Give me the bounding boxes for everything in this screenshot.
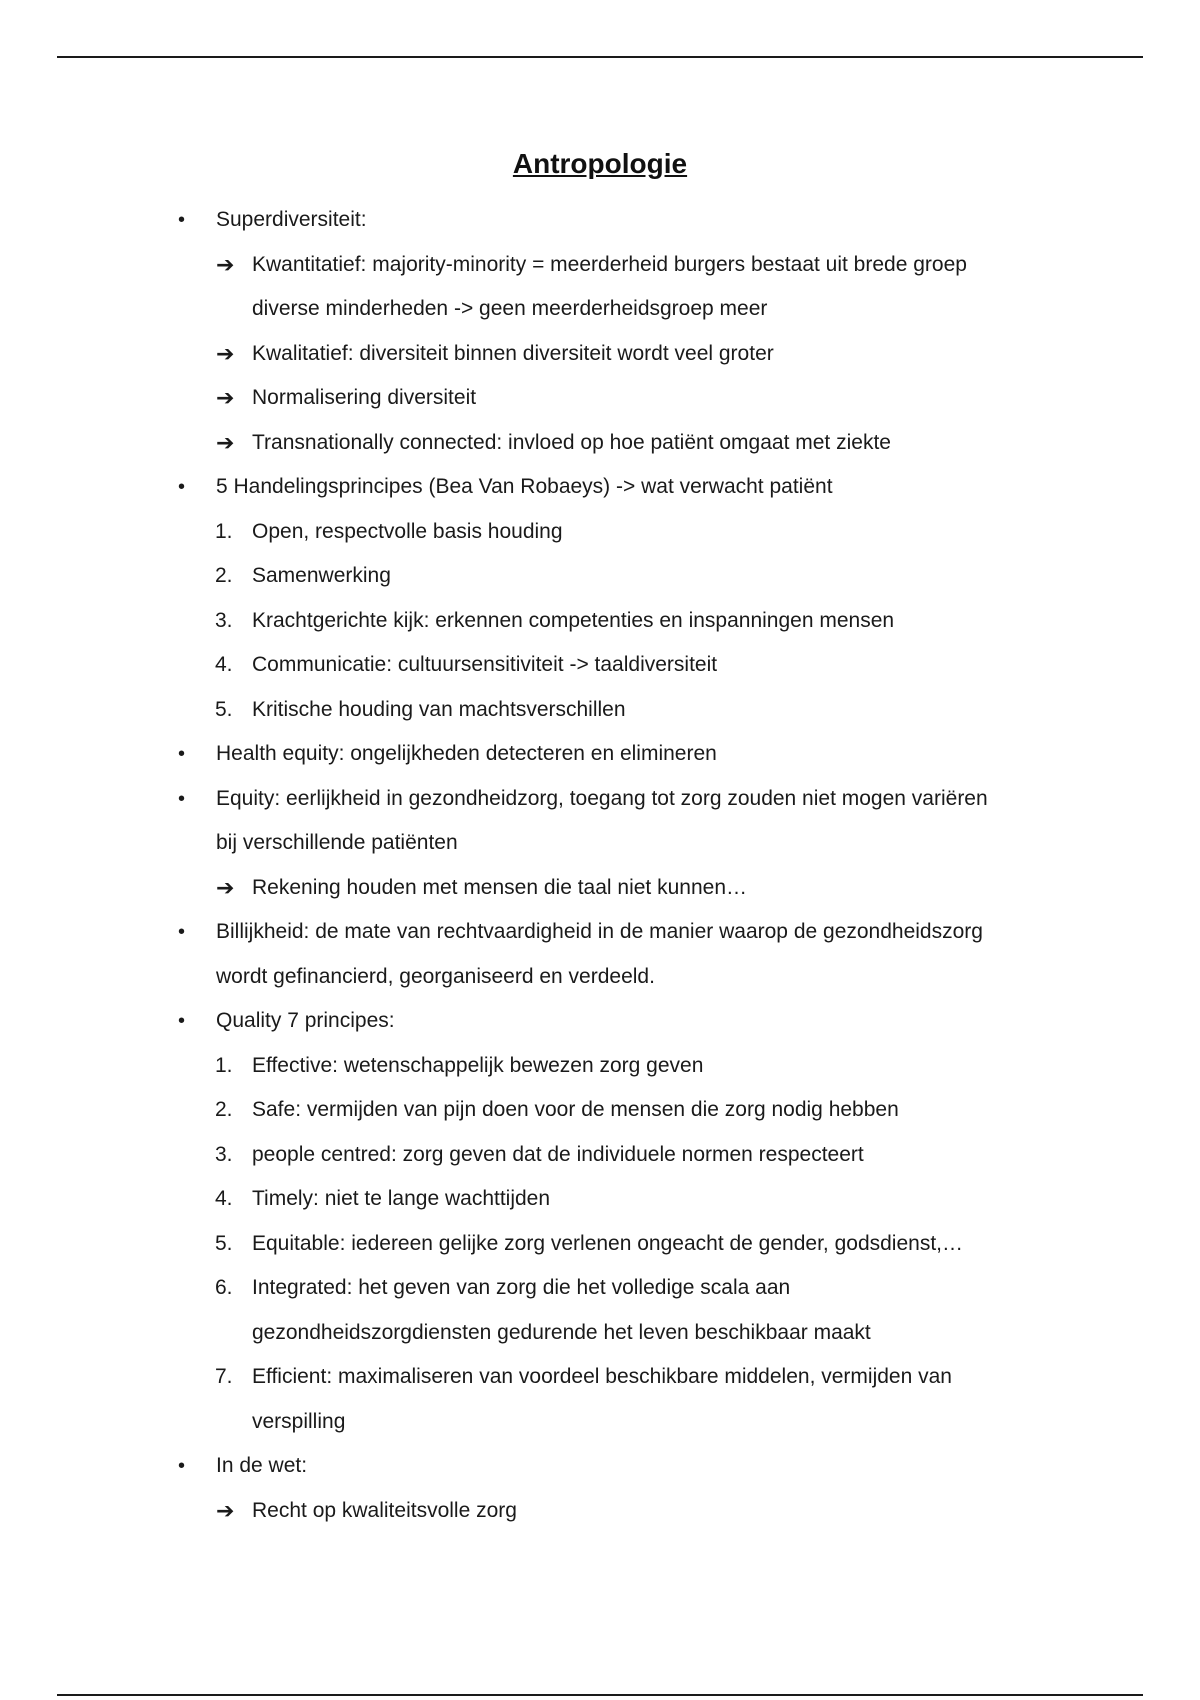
- bullet-item: [0, 777, 1200, 822]
- item-number: 3.: [215, 608, 233, 632]
- item-text: Integrated: het geven van zorg die het volledige scala aan: [252, 1276, 791, 1299]
- bullet-item: [0, 465, 1200, 510]
- continuation-line: [0, 287, 1200, 332]
- arrow-item: [0, 243, 1200, 288]
- item-text: Kwantitatief: majority-minority = meerderheid burgers bestaat uit brede groep: [252, 252, 967, 276]
- item-number: 5.: [215, 697, 233, 721]
- document-body: [0, 198, 1200, 1533]
- numbered-item: [0, 1266, 1200, 1311]
- item-text: people centred: zorg geven dat de individuele normen respecteert: [252, 1142, 864, 1166]
- numbered-item: [0, 1222, 1200, 1267]
- item-number: 7.: [215, 1365, 233, 1388]
- header-rule: [57, 56, 1143, 58]
- item-text: Recht op kwaliteitsvolle zorg: [252, 1498, 517, 1522]
- numbered-item: [0, 1088, 1200, 1133]
- bullet-marker: •: [178, 1455, 186, 1477]
- bullet-marker: •: [178, 743, 186, 765]
- page-title: Antropologie: [512, 148, 688, 179]
- item-number: 3.: [215, 1142, 233, 1166]
- item-text: Samenwerking: [252, 564, 391, 587]
- item-text: Timely: niet te lange wachttijden: [252, 1187, 551, 1210]
- arrow-right-icon: ➔: [216, 340, 235, 366]
- item-text: bij verschillende patiënten: [216, 831, 458, 854]
- item-text: Equity: eerlijkheid in gezondheidzorg, toegang tot zorg zouden niet mogen variëren: [216, 786, 988, 810]
- item-text: wordt gefinancierd, georganiseerd en verdeeld.: [216, 964, 655, 988]
- item-number: 2.: [215, 1098, 233, 1121]
- continuation-line: [0, 821, 1200, 866]
- continuation-line: [0, 1311, 1200, 1356]
- item-text: Quality 7 principes:: [216, 1009, 395, 1032]
- item-text: Normalisering diversiteit: [252, 386, 477, 409]
- arrow-item: [0, 376, 1200, 421]
- numbered-item: [0, 554, 1200, 599]
- arrow-item: [0, 1489, 1200, 1534]
- arrow-right-icon: ➔: [216, 429, 235, 455]
- item-text: 5 Handelingsprincipes (Bea Van Robaeys) -> wat verwacht patiënt: [216, 475, 833, 498]
- numbered-item: [0, 1044, 1200, 1089]
- continuation-line: [0, 955, 1200, 1000]
- arrow-item: [0, 421, 1200, 466]
- arrow-item: [0, 332, 1200, 377]
- item-number: 6.: [215, 1276, 233, 1299]
- bullet-marker: •: [178, 476, 186, 498]
- bullet-marker: •: [178, 921, 186, 943]
- item-text: Open, respectvolle basis houding: [252, 519, 563, 543]
- item-text: Health equity: ongelijkheden detecteren en elimineren: [216, 742, 717, 765]
- arrow-item: [0, 866, 1200, 911]
- item-number: 2.: [215, 564, 233, 587]
- bullet-item: [0, 999, 1200, 1044]
- item-number: 5.: [215, 1231, 233, 1255]
- numbered-item: [0, 510, 1200, 555]
- bullet-marker: •: [178, 1010, 186, 1032]
- bullet-item: [0, 198, 1200, 243]
- numbered-item: [0, 1355, 1200, 1400]
- numbered-item: [0, 1177, 1200, 1222]
- bullet-item: [0, 1444, 1200, 1489]
- continuation-line: [0, 1400, 1200, 1445]
- item-text: Efficient: maximaliseren van voordeel beschikbare middelen, vermijden van: [252, 1365, 952, 1388]
- arrow-right-icon: ➔: [216, 251, 235, 277]
- item-text: Rekening houden met mensen die taal niet kunnen…: [252, 875, 747, 899]
- item-text: Superdiversiteit:: [216, 208, 367, 231]
- numbered-item: [0, 688, 1200, 733]
- item-text: verspilling: [252, 1409, 346, 1433]
- item-text: Equitable: iedereen gelijke zorg verlenen ongeacht de gender, godsdienst,…: [252, 1231, 963, 1255]
- item-text: Communicatie: cultuursensitiviteit -> taaldiversiteit: [252, 653, 718, 676]
- footer-rule: [57, 1694, 1143, 1696]
- bullet-marker: •: [178, 209, 186, 231]
- item-text: Kwalitatief: diversiteit binnen diversiteit wordt veel groter: [252, 341, 774, 365]
- item-number: 4.: [215, 653, 233, 676]
- bullet-marker: •: [178, 787, 186, 810]
- item-number: 1.: [215, 1053, 233, 1077]
- bullet-item: [0, 732, 1200, 777]
- bullet-item: [0, 910, 1200, 955]
- item-text: In de wet:: [216, 1454, 308, 1477]
- item-text: Effective: wetenschappelijk bewezen zorg geven: [252, 1053, 704, 1077]
- item-number: 1.: [215, 519, 233, 543]
- arrow-right-icon: ➔: [216, 385, 235, 410]
- item-text: Safe: vermijden van pijn doen voor de mensen die zorg nodig hebben: [252, 1098, 899, 1121]
- item-text: Krachtgerichte kijk: erkennen competenties en inspanningen mensen: [252, 608, 895, 632]
- arrow-right-icon: ➔: [216, 874, 235, 900]
- item-text: Transnationally connected: invloed op hoe patiënt omgaat met ziekte: [252, 430, 891, 454]
- numbered-item: [0, 643, 1200, 688]
- numbered-item: [0, 599, 1200, 644]
- item-text: Billijkheid: de mate van rechtvaardigheid in de manier waarop de gezondheidszorg: [216, 920, 983, 943]
- item-number: 4.: [215, 1187, 233, 1210]
- item-text: Kritische houding van machtsverschillen: [252, 697, 626, 721]
- numbered-item: [0, 1133, 1200, 1178]
- item-text: diverse minderheden -> geen meerderheidsgroep meer: [252, 297, 768, 320]
- arrow-right-icon: ➔: [216, 1497, 235, 1523]
- item-text: gezondheidszorgdiensten gedurende het leven beschikbaar maakt: [252, 1320, 871, 1344]
